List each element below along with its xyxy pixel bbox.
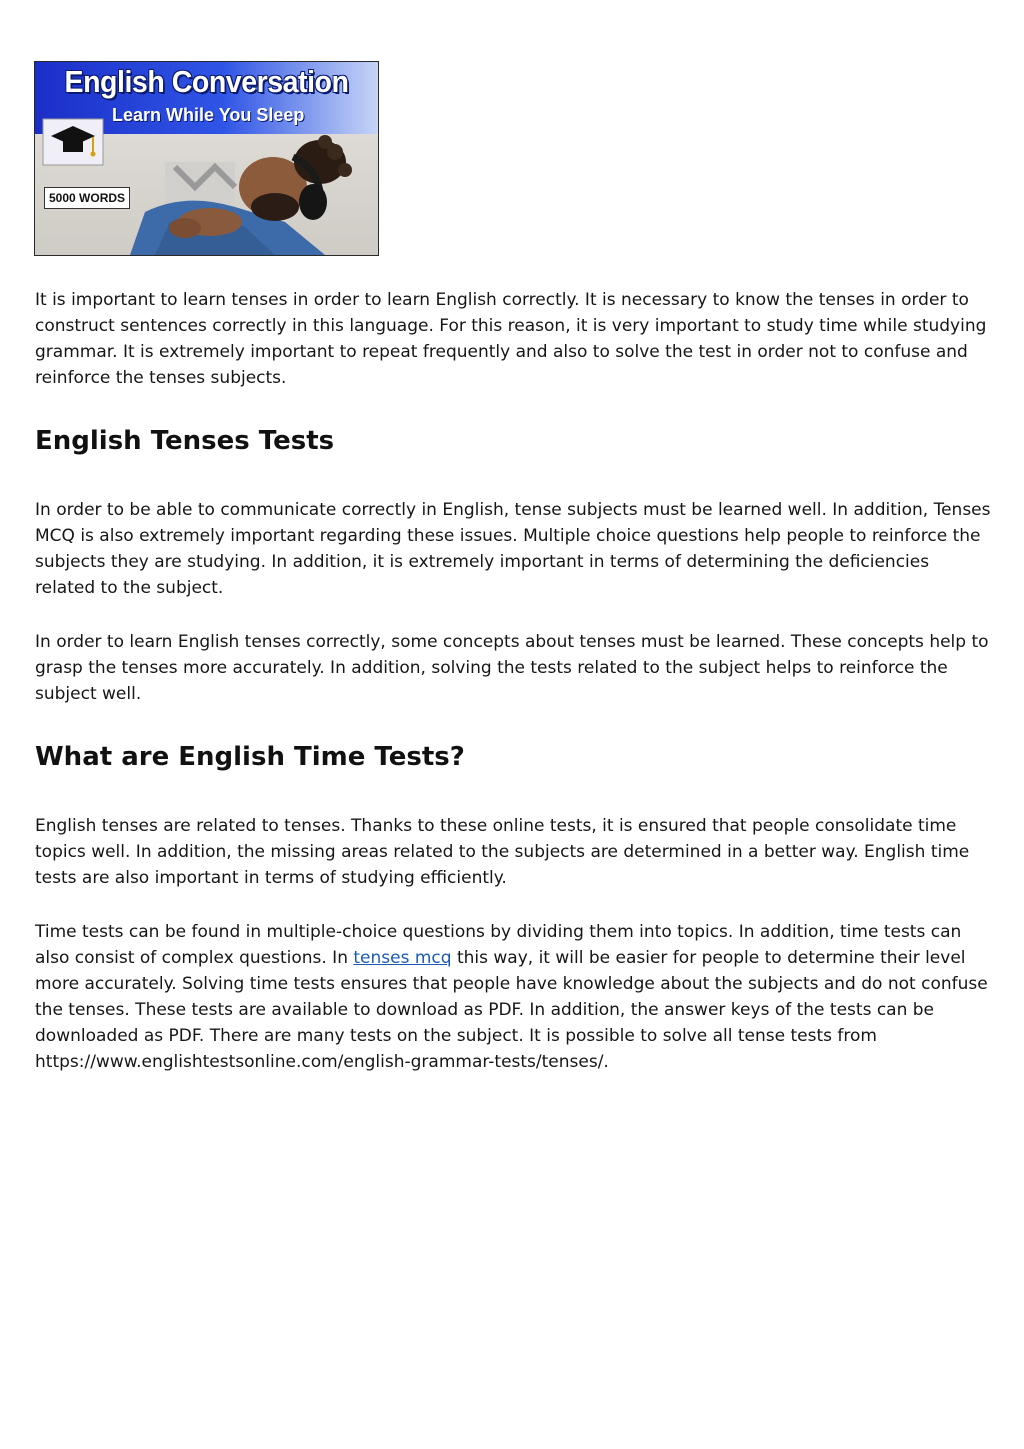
- tests-paragraph-2: In order to learn English tenses correctly, some concepts about tenses must be learned. These concepts help to grasp the tenses more accurately. In addition, solving the tests related to the subject helps to reinforce the subject well.: [35, 632, 989, 704]
- banner-title: English Conversation: [64, 64, 349, 99]
- intro-paragraph: It is important to learn tenses in order to learn English correctly. It is necessary to know the tenses in order to construct sentences correctly in this language. For this reason, it is very important to study time while studying grammar. It is extremely important to repeat frequently and also to solve the test in order not to confuse and reinforce the tenses subjects.: [35, 290, 987, 388]
- tenses-mcq-link[interactable]: tenses mcq: [353, 948, 452, 968]
- banner-image: [34, 61, 379, 256]
- heading-english-time-tests: What are English Time Tests?: [35, 742, 465, 772]
- article-body: [35, 287, 993, 1075]
- time-paragraph-1: English tenses are related to tenses. Thanks to these online tests, it is ensured that people consolidate time topics well. In addition, the missing areas related to the subjects are determined in a better way. English time tests are also important in terms of studying efficiently.: [35, 816, 970, 888]
- heading-english-tenses-tests: English Tenses Tests: [35, 426, 335, 456]
- time-paragraph-2-end: this way, it will be easier for people to determine their level more accurately. Solving time tests ensures that people have knowledge about the subjects and do not confuse the tenses. These tests are available to download as PDF. In addition, the answer keys of the tests can be downloaded as PDF. There are many tests on the subject. It is possible to solve all tense tests from https://www.englishtestsonline.com/english-grammar-tests/tenses/.: [35, 948, 988, 1072]
- tests-paragraph-1: In order to be able to communicate correctly in English, tense subjects must be learned well. In addition, Tenses MCQ is also extremely important regarding these issues. Multiple choice questions help people to reinforce the subjects they are studying. In addition, it is extremely important in terms of determining the deficiencies related to the subject.: [35, 500, 991, 598]
- time-paragraph-2: [35, 919, 993, 1075]
- banner-badge: 5000 WORDS: [44, 187, 130, 209]
- time-paragraph-2-start: Time tests can be found in multiple-choice questions by dividing them into topics. In addition, time tests can also consist of complex questions. In: [35, 922, 962, 968]
- banner-subtitle: Learn While You Sleep: [112, 105, 305, 125]
